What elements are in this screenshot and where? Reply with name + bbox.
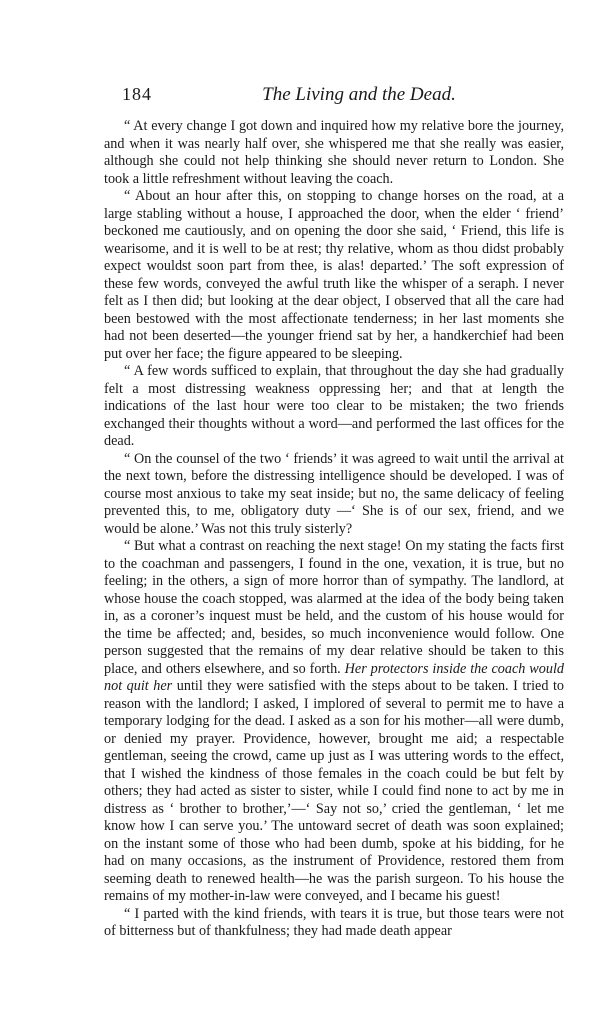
paragraph: “ At every change I got down and inquired how my relative bore the journey, and when it was nearly half over, she whispered me that she really was easier, although she could not help thinking she should never return to London. She took a little refreshment without leaving the coach. xyxy=(104,118,564,187)
paragraph-text: “ But what a contrast on reaching the next stage! On my stating the facts first to the coachman and passengers, I found in the one, vexation, it is true, but no feeling; in the others, a sign of more horror than of sympathy. The landlord, at whose house the coach stopped, was alarmed at the idea of the body being taken in, as a coroner’s inquest must be held, and the custom of his house would for the time be affected; and, besides, so much inconvenience would follow. One person suggested that the remains of my dear relative should be taken to this place, and others elsewhere, and so forth. xyxy=(104,538,564,677)
paragraph xyxy=(104,538,564,906)
emphasized-text: Her protectors inside the coach would not quit her xyxy=(104,660,564,694)
page-header xyxy=(104,84,564,114)
paragraph-text: until they were satisfied with the steps about to be taken. I tried to reason with the landlord; I asked, I implored of several to permit me to have a temporary lodging for the dead. I asked as a son for his mother—all were dumb, or denied my prayer. Providence, however, brought me aid; a respectable gentleman, seeing the crowd, came up just as I was uttering words to the effect, that I wished the kindness of those females in the coach could be but felt by others; they had acted as sister to sister, while I could find none to act by me in distress as ‘ brother to brother,’—‘ Say not so,’ cried the gentleman, ‘ let me know how I can serve you.’ The untoward secret of death was soon explained; on the instant some of those who had been dumb, spoke at his bidding, for he had on many occasions, as the instrument of Providence, restored them from seeming death to renewed health—he was the parish surgeon. To his house the remains of my mother-in-law were conveyed, and I became his guest! xyxy=(104,678,564,904)
paragraph: “ About an hour after this, on stopping to change horses on the road, at a large stabling without a house, I approached the door, when the elder ‘ friend’ beckoned me cautiously, and on opening the door she said, ‘ Friend, this life is wearisome, and it is well to be at rest; thy relative, whom as thou didst probably expect wouldst soon part from thee, is alas! departed.’ The soft expression of these few words, conveyed the awful truth like the whisper of a seraph. I never felt as I then did; but looking at the dear object, I observed that all the care had been bestowed with the most affectionate tenderness; in her last moments she had not been deserted—the younger friend sat by her, a handkerchief had been put over her face; the figure appeared to be sleeping. xyxy=(104,188,564,362)
page-number: 184 xyxy=(122,84,152,104)
book-page xyxy=(104,84,564,941)
page-body xyxy=(104,118,564,941)
running-title: The Living and the Dead. xyxy=(262,84,456,105)
paragraph: “ On the counsel of the two ‘ friends’ it was agreed to wait until the arrival at the next town, before the distressing intelligence should be developed. I was of course most anxious to take my seat inside; but no, the same delicacy of feeling prevented this, to me, obligatory duty —‘ She is of our sex, friend, and we would be alone.’ Was not this truly sisterly? xyxy=(104,450,564,537)
paragraph: “ I parted with the kind friends, with tears it is true, but those tears were not of bitterness but of thankfulness; they had made death appear xyxy=(104,905,564,939)
paragraph: “ A few words sufficed to explain, that throughout the day she had gradually felt a most distressing weakness oppressing her; and that at length the indications of the last hour were too clear to be mistaken; the two friends exchanged their thoughts without a word—and performed the last offices for the dead. xyxy=(104,363,564,449)
